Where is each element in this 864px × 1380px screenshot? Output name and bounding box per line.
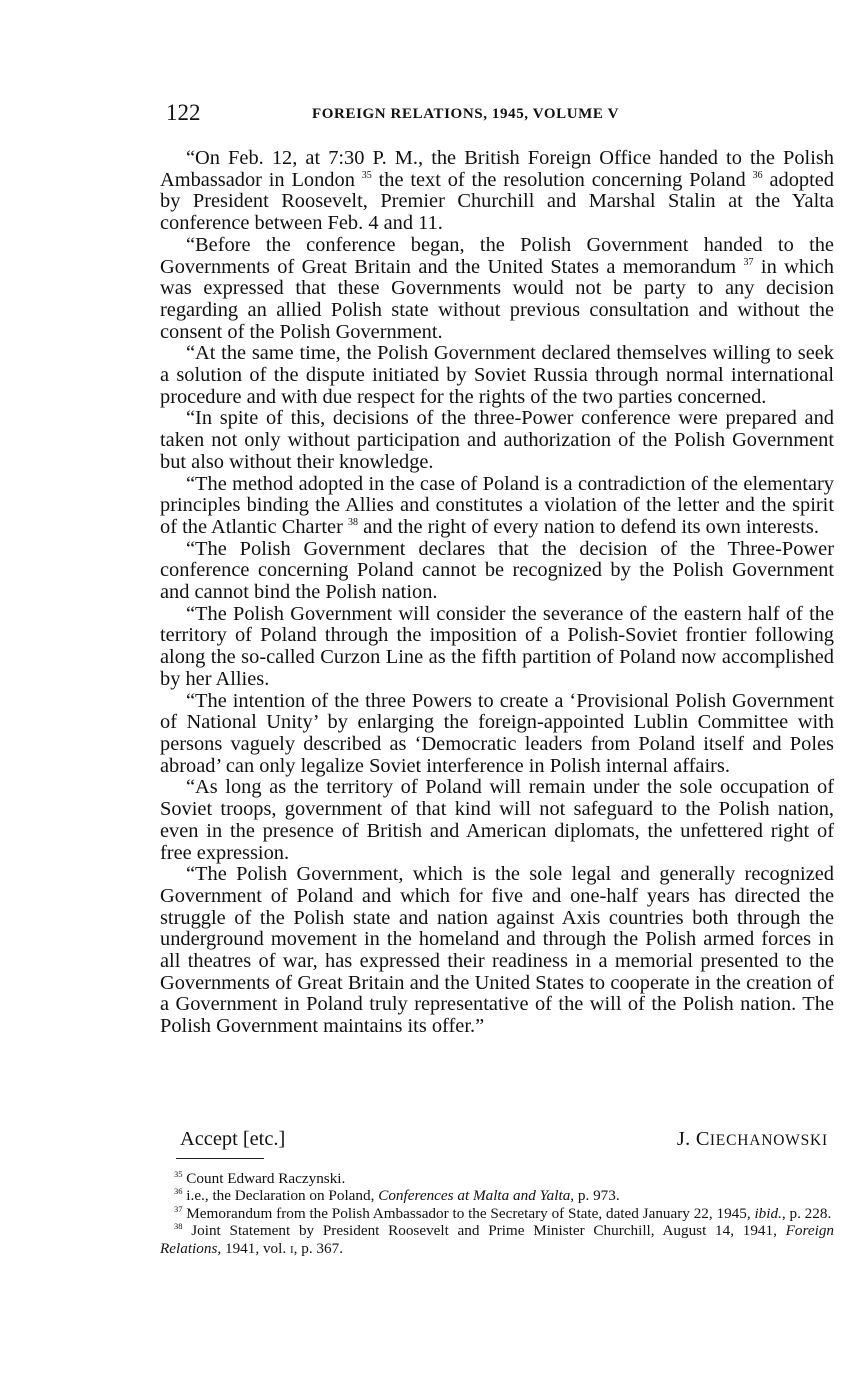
paragraph-text: “The Polish Government will consider the severance of the eastern half of the territory of Poland through the imposition of a Polish-Soviet frontier following along the so-called Curzon Line as the fifth partition of Poland now accomplished by her Allies. [160, 602, 834, 690]
footnote-text: , p. 367. [293, 1239, 343, 1257]
body-paragraph [160, 148, 834, 235]
paragraph-text: and the right of every nation to defend its own interests. [358, 515, 819, 538]
paragraph-text: “On Feb. 12, at 7:30 P. M., the British Foreign Office handed to the Polish Ambassador in London [160, 147, 834, 191]
body-paragraph [160, 691, 834, 778]
paragraph-text: adopted by President Roosevelt, Premier Churchill and Marshal Stalin at the Yalta conference between Feb. 4 and 11. [160, 168, 834, 235]
running-title: FOREIGN RELATIONS, 1945, VOLUME V [312, 106, 620, 122]
paragraph-text: “The Polish Government declares that the decision of the Three-Power conference concerning Poland cannot be recognized by the Polish Government and cannot bind the Polish nation. [160, 537, 834, 604]
body-paragraph [160, 777, 834, 864]
footnote [160, 1222, 834, 1259]
footnote-citation-title: Conferences at Malta and Yalta [378, 1187, 571, 1205]
paragraph-text: “The Polish Government, which is the sole legal and generally recognized Government of Poland and which for five and one-half years has directed the struggle of the Polish state and nation against Axis countries both through the underground movement in the homeland and through the Polish armed forces in all theatres of war, has expressed their readiness in a memorial presented to the Governments of Great Britain and the United States to cooperate in the creation of a Government in Poland truly representative of the will of the Polish nation. The Polish Government maintains its offer.” [160, 863, 834, 1038]
body-paragraph [160, 343, 834, 408]
footnote-divider [176, 1158, 264, 1159]
closing-block [160, 1126, 834, 1154]
footnote-text: Joint Statement by President Roosevelt and Prime Minister Churchill, August 14, 1941, [191, 1222, 786, 1240]
footnote-number: 38 [174, 1221, 183, 1232]
paragraph-text: in which was expressed that these Governments would not be party to any decision regarding an allied Polish state without previous consultation and without the consent of the Polish Government. [160, 255, 834, 343]
footnote-citation-title: Foreign Relations [160, 1222, 835, 1257]
page-header [166, 98, 834, 130]
body-paragraph [160, 408, 834, 473]
body-paragraph [160, 864, 834, 1038]
footnote-text: i.e., the Declaration on Poland, [186, 1187, 379, 1205]
body-paragraph [160, 604, 834, 691]
complimentary-close: Accept [etc.] [180, 1128, 286, 1150]
footnote-text: Count Edward Raczynski. [186, 1170, 346, 1187]
footnote-reference: 36 [752, 169, 763, 181]
footnote-reference: 35 [361, 169, 372, 181]
paragraph-text: “The method adopted in the case of Poland is a contradiction of the elementary principles binding the Allies and constitutes a violation of the letter and the spirit of the Atlantic Charter [160, 472, 834, 538]
footnote-text: Memorandum from the Polish Ambassador to the Secretary of State, dated January 22, 1945, [186, 1204, 755, 1222]
footnote-reference: 37 [743, 256, 754, 268]
footnote-text: , p. 973. [570, 1187, 620, 1205]
paragraph-text: “The intention of the three Powers to create a ‘Provisional Polish Government of National Unity’ by enlarging the foreign-appointed Lublin Committee with persons vaguely described as ‘Democratic leaders from Poland itself and Poles abroad’ can only legalize Soviet interference in Polish internal affairs. [160, 689, 834, 777]
footnote-citation-title: ibid. [754, 1204, 782, 1222]
footnotes [160, 1170, 834, 1259]
body-paragraph [160, 235, 834, 344]
paragraph-text: “Before the conference began, the Polish Government handed to the Governments of Great Britain and the United States a memorandum [160, 233, 834, 278]
footnote-text: I [289, 1243, 294, 1256]
paragraph-text: “As long as the territory of Poland will remain under the sole occupation of Soviet troops, government of that kind will not safeguard to the Polish nation, even in the presence of British and American diplomats, the unfettered right of free expression. [160, 776, 834, 864]
footnote-number: 37 [174, 1203, 183, 1214]
footnote [160, 1205, 834, 1222]
body-paragraph [160, 474, 834, 539]
signature [677, 1126, 828, 1154]
paragraph-text: the text of the resolution concerning Poland [371, 168, 746, 191]
footnote-number: 35 [174, 1169, 183, 1179]
footnote-text: , p. 228. [781, 1204, 832, 1222]
body-paragraph [160, 539, 834, 604]
page-number: 122 [166, 100, 201, 125]
signature-initial: J. C [676, 1128, 710, 1150]
footnote-text: , 1941, vol. [217, 1239, 290, 1257]
footnote-reference: 38 [348, 516, 358, 528]
paragraph-text: “In spite of this, decisions of the three-Power conference were prepared and taken not only without participation and authorization of the Polish Government but also without their knowledge. [160, 407, 834, 473]
footnote [160, 1170, 834, 1187]
footnote [160, 1187, 834, 1204]
footnote-number: 36 [174, 1186, 183, 1197]
paragraph-text: “At the same time, the Polish Government declared themselves willing to seek a solution of the dispute initiated by Soviet Russia through normal international procedure and with due respect for the rights of the two parties concerned. [160, 342, 834, 408]
signature-surname: IECHANOWSKI [709, 1132, 828, 1149]
letter-body [160, 148, 834, 1038]
